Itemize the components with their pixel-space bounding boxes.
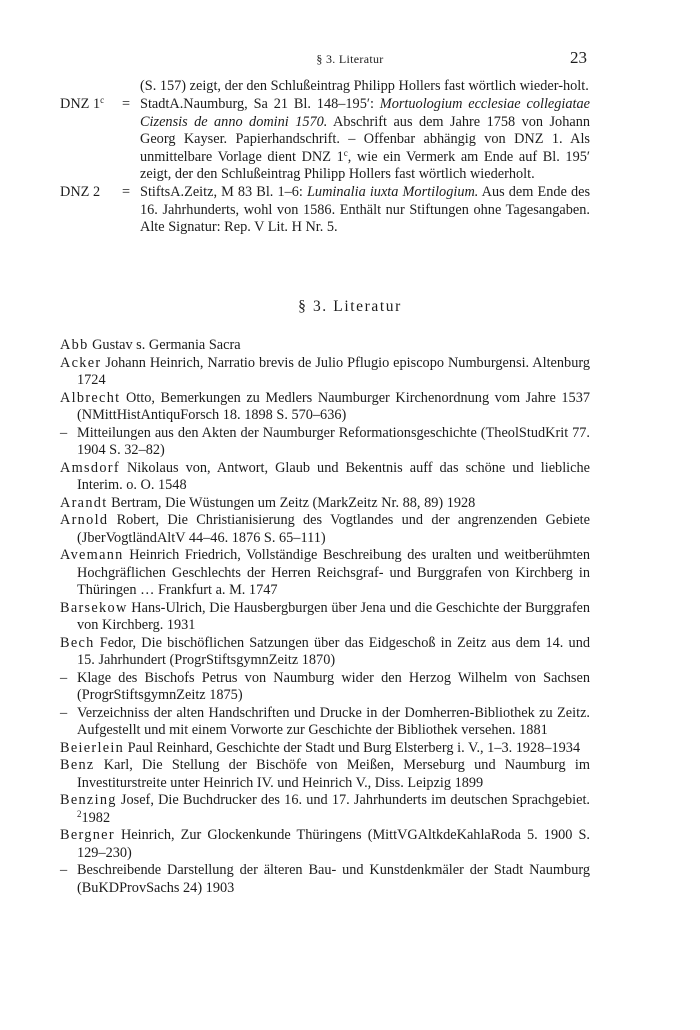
section-heading: § 3. Literatur <box>298 298 402 315</box>
bibliography-entry <box>60 757 590 792</box>
source-text-segment: StadtA.Naumburg, Sa 21 Bl. 148–195′: <box>140 96 380 113</box>
repeat-author-dash: – <box>60 424 68 441</box>
running-head <box>0 48 700 72</box>
source-text-segment: StiftsA.Zeitz, M 83 Bl. 1–6: <box>140 184 307 201</box>
equals-sign: = <box>122 96 131 113</box>
author-name: Benzing <box>60 792 117 808</box>
source-text-segment: Aus dem Ende des 16. Jahrhunderts, wohl von 1586. Enthält nur Stiftungen ohne Tagesangaben. Alte Signatur: Rep. V Lit. H Nr. 5. <box>140 184 591 236</box>
author-name: Bergner <box>60 827 115 843</box>
author-name: Arnold <box>60 512 109 528</box>
bibliography-entry <box>60 495 590 513</box>
bibliography-entry <box>60 635 590 670</box>
source-description <box>140 96 590 183</box>
entry-text: Mitteilungen aus den Akten der Naumburger Reformationsgeschichte (TheolStudKrit 77. 1904 S. 32–82) <box>77 424 590 458</box>
bibliography-entry <box>60 862 590 897</box>
entry-text: Karl, Die Stellung der Bischöfe von Meißen, Merseburg und Naumburg im Investiturstreite unter Heinrich IV. und Heinrich V., Diss. Leipzig 1899 <box>77 757 590 791</box>
bibliography-entry <box>60 827 590 862</box>
source-title-italic: Mortuologium ecclesiae collegiatae Cizensis de anno domini 1570. <box>140 96 590 130</box>
entry-text: Fedor, Die bischöflichen Satzungen über das Eidgeschoß in Zeitz aus dem 14. und 15. Jahrhundert (ProgrStiftsgymnZeitz 1870) <box>77 634 590 668</box>
bibliography-entry <box>60 460 590 495</box>
author-name: Acker <box>60 354 102 371</box>
source-key <box>60 184 116 201</box>
author-name: Benz <box>60 757 95 773</box>
page-number: 23 <box>570 48 587 67</box>
bibliography-entry <box>60 390 590 425</box>
author-name: Beierlein <box>60 739 125 756</box>
author-name: Avemann <box>60 547 124 563</box>
author-name: Bech <box>60 634 95 651</box>
author-name: Arandt <box>60 494 108 511</box>
bibliography-entry <box>60 792 590 827</box>
entry-text: Klage des Bischofs Petrus von Naumburg wider den Herzog Wilhelm von Sachsen (ProgrStiftsgymnZeitz 1875) <box>77 669 590 703</box>
source-key-superscript: c <box>100 95 105 106</box>
source-entry <box>60 184 590 236</box>
entry-text: Heinrich Friedrich, Vollständige Beschreibung des uralten und weitberühmten Hochgräflichen Geschlechts der Herren Reichsgraf- und Burggrafen von Kirchberg in Thüringen … Frankfurt a. M. 1747 <box>77 547 590 598</box>
source-text-segment: c <box>343 147 348 158</box>
entry-text: Verzeichniss der alten Handschriften und Drucke in der Domherren-Bibliothek zu Zeitz. Aufgestellt und mit einem Vorworte zur Geschichte der Bibliothek versehen. 1881 <box>77 704 590 738</box>
source-title-italic: Luminalia iuxta Mortilogium. <box>306 184 479 201</box>
author-name: Barsekow <box>60 599 128 616</box>
entry-text: Robert, Die Christianisierung des Vogtlandes und der angrenzenden Gebiete (JberVogtländAltV 44–46. 1876 S. 65–111) <box>77 512 590 546</box>
bibliography-entry <box>60 355 590 390</box>
author-name: Abb <box>60 337 89 353</box>
author-name: Albrecht <box>60 389 121 406</box>
entry-text: Gustav s. Germania Sacra <box>88 337 241 353</box>
author-name: Amsdorf <box>60 459 120 476</box>
entry-text: Nikolaus von, Antwort, Glaub und Bekentnis auff das schöne und liebliche Interim. o. O. 1548 <box>77 459 590 493</box>
sources-list <box>60 78 590 238</box>
bibliography-entry <box>60 705 590 740</box>
entry-text: Heinrich, Zur Glockenkunde Thüringens (MittVGAltkdeKahlaRoda 5. 1900 S. 129–230) <box>77 827 590 861</box>
source-text-segment: , wie ein Vermerk am Ende auf Bl. 195′ zeigt, der den Schlußeintrag Philipp Hollers fast wörtlich wiederholt. <box>140 148 590 183</box>
source-entry <box>60 78 590 95</box>
entry-text: Otto, Bemerkungen zu Medlers Naumburger Kirchenordnung vom Jahre 1537 (NMittHistAntiquForsch 18. 1898 S. 570–636) <box>77 389 590 423</box>
bibliography-entry <box>60 600 590 635</box>
entry-text: Johann Heinrich, Narratio brevis de Julio Pflugio episcopo Numburgensi. Altenburg 1724 <box>77 354 590 388</box>
source-key <box>60 96 116 113</box>
repeat-author-dash: – <box>60 862 68 878</box>
equals-sign: = <box>122 184 131 201</box>
bibliography-list <box>60 337 590 897</box>
source-description <box>140 184 590 236</box>
repeat-author-dash: – <box>60 704 68 721</box>
bibliography-entry <box>60 740 590 758</box>
edition-superscript: 2 <box>77 808 82 819</box>
running-title: § 3. Literatur <box>316 52 384 66</box>
source-text-segment: (S. 157) zeigt, der den Schlußeintrag Philipp Hollers fast wörtlich wieder-holt. <box>140 78 589 94</box>
source-description <box>140 78 590 95</box>
bibliography-entry <box>60 512 590 547</box>
repeat-author-dash: – <box>60 669 68 686</box>
entry-text: Beschreibende Darstellung der älteren Bau- und Kunstdenkmäler der Stadt Naumburg (BuKDProvSachs 24) 1903 <box>77 862 590 896</box>
entry-text: Hans-Ulrich, Die Hausbergburgen über Jena und die Geschichte der Burggrafen von Kirchberg. 1931 <box>77 599 590 633</box>
entry-text: Josef, Die Buchdrucker des 16. und 17. Jahrhunderts im deutschen Sprachgebiet. <box>116 792 590 808</box>
source-text-segment: Abschrift aus dem Jahre 1758 von Johann Georg Kayser. Papierhandschrift. – Offenbar abhängig von DNZ 1. Als unmittelbare Vorlage dient DNZ 1 <box>140 113 590 165</box>
bibliography-entry <box>60 547 590 600</box>
entry-text: Paul Reinhard, Geschichte der Stadt und Burg Elsterberg i. V., 1–3. 1928–1934 <box>124 739 581 756</box>
entry-text-after: 1982 <box>81 809 111 826</box>
bibliography-entry <box>60 337 590 355</box>
entry-text: Bertram, Die Wüstungen um Zeitz (MarkZeitz Nr. 88, 89) 1928 <box>107 494 476 511</box>
source-key-text: DNZ 1 <box>60 96 101 113</box>
source-key-text: DNZ 2 <box>60 184 101 201</box>
source-entry <box>60 96 590 183</box>
bibliography-entry <box>60 670 590 705</box>
bibliography-entry <box>60 425 590 460</box>
